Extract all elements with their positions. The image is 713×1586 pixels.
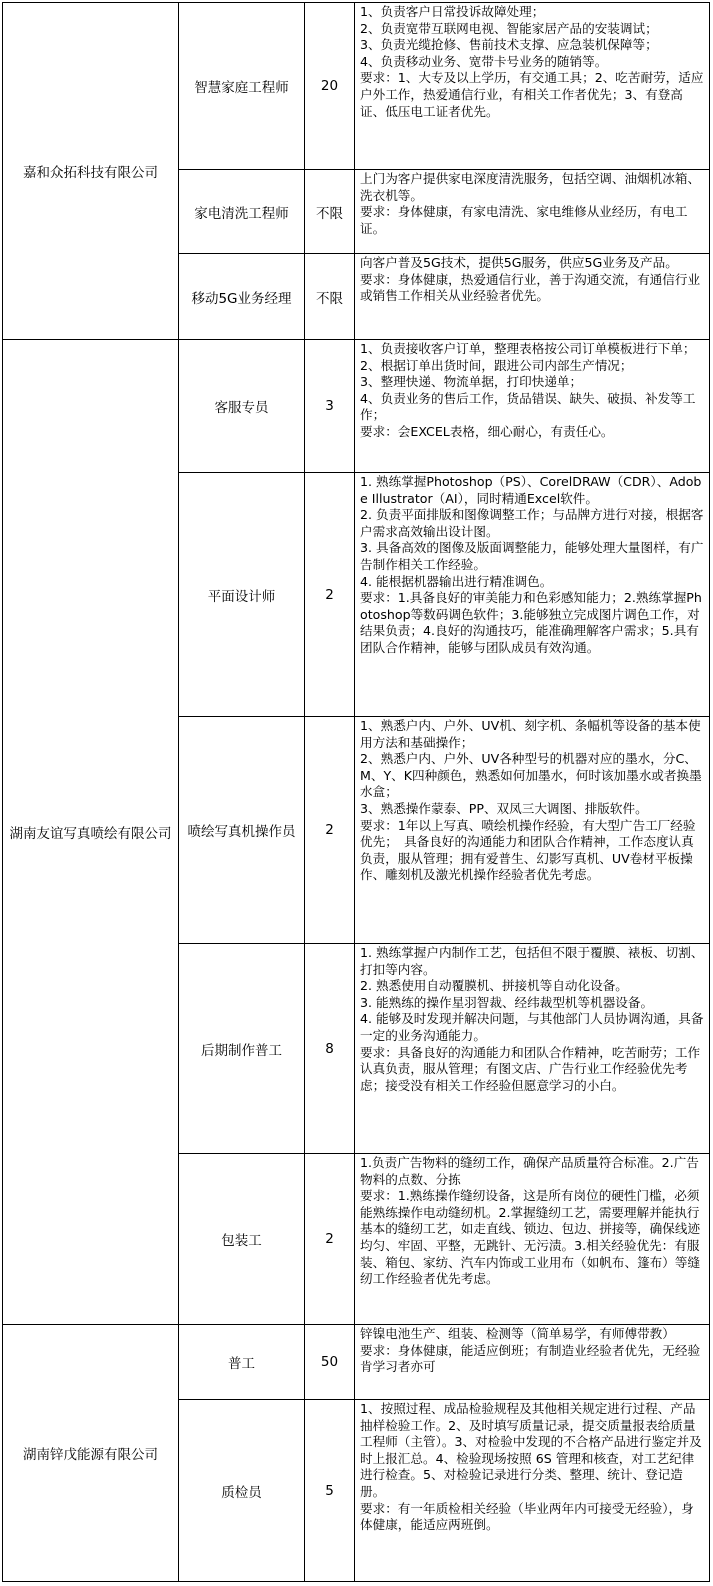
position-name: 客服专员 xyxy=(179,340,305,473)
headcount: 不限 xyxy=(305,254,355,340)
job-description: 1、按照过程、成品检验规程及其他相关规定进行过程、产品抽样检验工作。2、及时填写质量记录，提交质量报表给质量工程师（主管）。3、对检验中发现的不合格产品进行鉴定并及时上报汇总。4、检验现场按照 6S 管理和核查，对工艺纪律进行检查。5、对检验记录进行分类、整理、统计、登记造册。 要求：有一年质检相关经验（毕业两年内可接受无经验），身体健康，能适应两班倒。 xyxy=(355,1400,710,1582)
headcount: 2 xyxy=(305,717,355,944)
job-description: 向客户普及5G技术，提供5G服务，供应5G业务及产品。 要求：身体健康，热爱通信行业，善于沟通交流，有通信行业或销售工作相关从业经验者优先。 xyxy=(355,254,710,340)
position-name: 后期制作普工 xyxy=(179,944,305,1154)
table-row xyxy=(3,3,710,170)
headcount: 2 xyxy=(305,1154,355,1325)
position-name: 包装工 xyxy=(179,1154,305,1325)
headcount: 2 xyxy=(305,473,355,717)
position-name: 喷绘写真机操作员 xyxy=(179,717,305,944)
job-description: 1、熟悉户内、户外、UV机、刻字机、条幅机等设备的基本使用方法和基础操作； 2、熟悉户内、户外、UV各种型号的机器对应的墨水，分C、M、Y、K四种颜色，熟悉如何加墨水，何时该加墨水或者换墨水盒； 3、熟悉操作蒙泰、PP、双凤三大调图、排版软件。 要求：1年以上写真、喷绘机操作经验，有大型广告工厂经验优先； 具备良好的沟通能力和团队合作精神，工作态度认真负责，服从管理；拥有爱普生、幻影写真机、UV卷材平板操作、雕刻机及激光机操作经验者优先考虑。 xyxy=(355,717,710,944)
headcount: 20 xyxy=(305,3,355,170)
headcount: 50 xyxy=(305,1325,355,1400)
job-description: 上门为客户提供家电深度清洗服务，包括空调、油烟机冰箱、洗衣机等。 要求：身体健康，有家电清洗、家电维修从业经历，有电工证。 xyxy=(355,170,710,254)
position-name: 普工 xyxy=(179,1325,305,1400)
headcount: 3 xyxy=(305,340,355,473)
job-description: 1.负责广告物料的缝纫工作，确保产品质量符合标准。2.广告物料的点数、分拣 要求：1.熟练操作缝纫设备，这是所有岗位的硬性门槛，必须能熟练操作电动缝纫机。2.掌握缝纫工艺，需要理解并能执行基本的缝纫工艺，如走直线、锁边、包边、拼接等，确保线迹均匀、牢固、平整，无跳针、无污渍。3.相关经验优先：有服装、箱包、家纺、汽车内饰或工业用布（如帆布、篷布）等缝纫工作经验者优先考虑。 xyxy=(355,1154,710,1325)
job-description: 1. 熟练掌握户内制作工艺，包括但不限于覆膜、裱板、切割、打扣等内容。 2. 熟悉使用自动覆膜机、拼接机等自动化设备。 3. 能熟练的操作星羽智裁、经纬裁型机等机器设备。 4. 能够及时发现并解决问题，与其他部门人员协调沟通，具备一定的业务沟通能力。 要求：具备良好的沟通能力和团队合作精神，吃苦耐劳；工作认真负责，服从管理；有图文店、广告行业工作经验优先考虑；接受没有相关工作经验但愿意学习的小白。 xyxy=(355,944,710,1154)
job-description: 锌镍电池生产、组装、检测等（简单易学，有师傅带教） 要求：身体健康，能适应倒班；有制造业经验者优先，无经验肯学习者亦可 xyxy=(355,1325,710,1400)
headcount: 5 xyxy=(305,1400,355,1582)
position-name: 家电清洗工程师 xyxy=(179,170,305,254)
job-description: 1. 熟练掌握Photoshop（PS）、CorelDRAW（CDR）、Adobe Illustrator（AI），同时精通Excel软件。 2. 负责平面排版和图像调整工作；与品牌方进行对接，根据客户需求高效输出设计图。 3. 具备高效的图像及版面调整能力，能够处理大量图样，有广告制作相关工作经验。 4. 能根据机器输出进行精准调色。 要求：1.具备良好的审美能力和色彩感知能力；2.熟练掌握Photoshop等数码调色软件；3.能够独立完成图片调色工作，对结果负责；4.良好的沟通技巧，能准确理解客户需求；5.具有团队合作精神，能够与团队成员有效沟通。 xyxy=(355,473,710,717)
table-row xyxy=(3,340,710,473)
company-name: 嘉和众拓科技有限公司 xyxy=(3,3,179,340)
position-name: 移动5G业务经理 xyxy=(179,254,305,340)
headcount: 不限 xyxy=(305,170,355,254)
job-description: 1、负责客户日常投诉故障处理； 2、负责宽带互联网电视、智能家居产品的安装调试； 3、负责光缆抢修、售前技术支撑、应急装机保障等； 4、负责移动业务、宽带卡号业务的随销等。 要求：1、大专及以上学历，有交通工具；2、吃苦耐劳，适应户外工作，热爱通信行业，有相关工作者优先；3、有登高证、低压电工证者优先。 xyxy=(355,3,710,170)
company-name: 湖南友谊写真喷绘有限公司 xyxy=(3,340,179,1325)
recruitment-table xyxy=(2,2,710,1582)
headcount: 8 xyxy=(305,944,355,1154)
position-name: 智慧家庭工程师 xyxy=(179,3,305,170)
table-row xyxy=(3,1325,710,1400)
position-name: 质检员 xyxy=(179,1400,305,1582)
company-name: 湖南锌戊能源有限公司 xyxy=(3,1325,179,1582)
position-name: 平面设计师 xyxy=(179,473,305,717)
job-description: 1、负责接收客户订单，整理表格按公司订单模板进行下单； 2、根据订单出货时间，跟进公司内部生产情况； 3、整理快递、物流单据，打印快递单； 4、负责业务的售后工作，货品错误、缺失、破损、补发等工作； 要求：会EXCEL表格，细心耐心，有责任心。 xyxy=(355,340,710,473)
